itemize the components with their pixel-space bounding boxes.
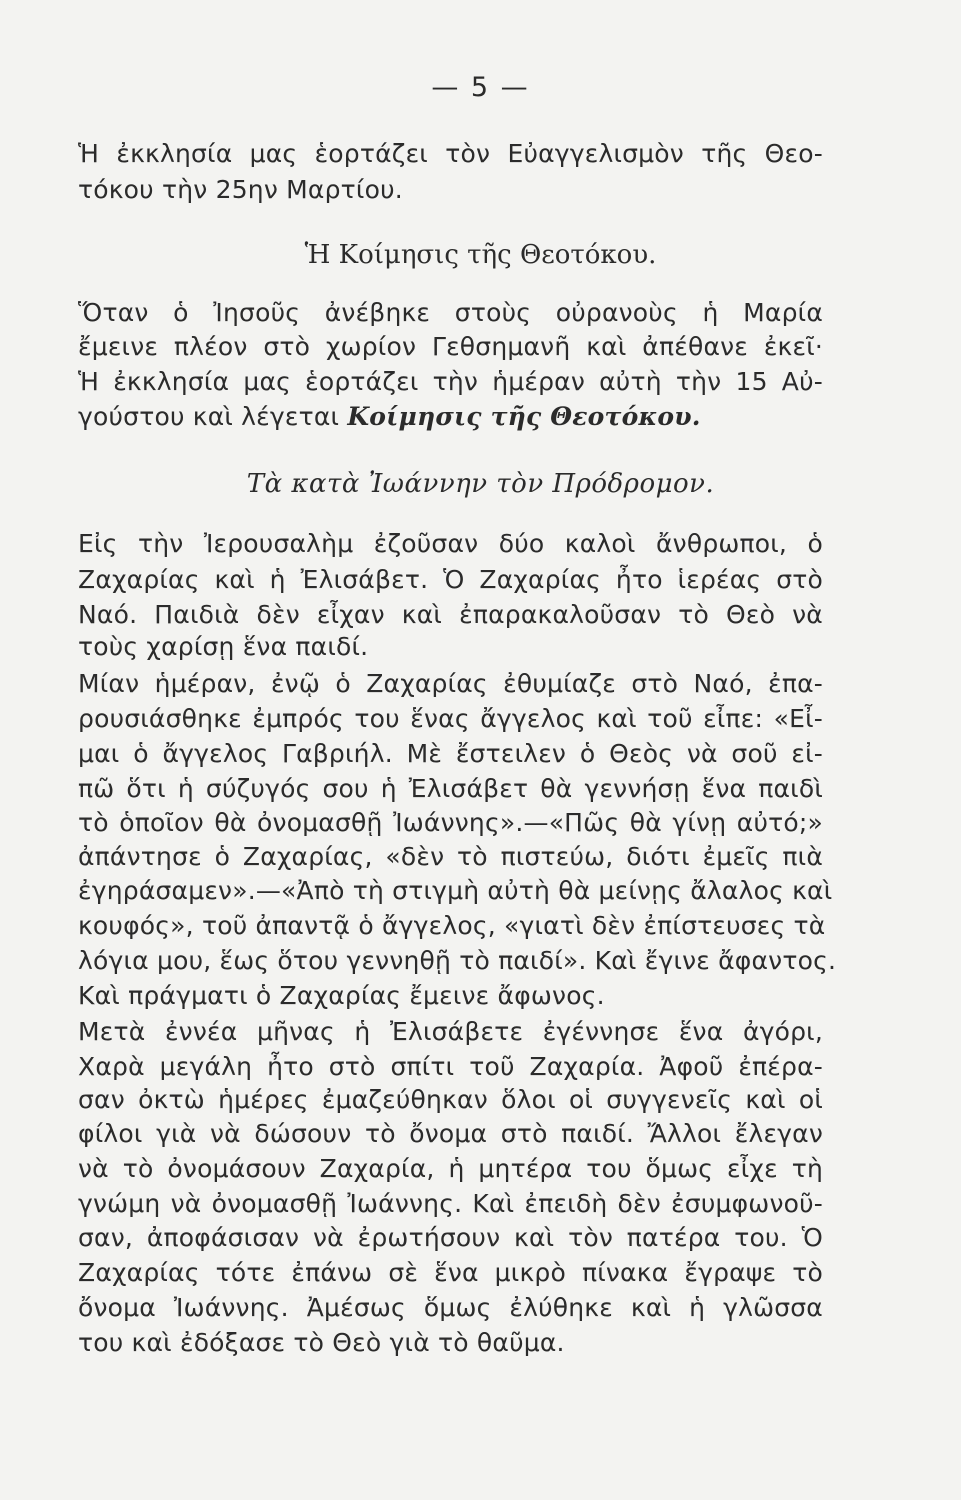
section-heading-koimisis: Ἡ Κοίμησις τῆς Θεοτόκου.	[304, 240, 657, 270]
text-line: τόκου τὴν 25ην Μαρτίου.	[78, 175, 403, 204]
text-line: Ὅταν ὁ Ἰησοῦς ἀνέβηκε στοὺς οὐρανοὺς ἡ Μαρία	[78, 298, 823, 327]
text-line: Ζαχαρίας τότε ἐπάνω σὲ ἕνα μικρὸ πίνακα ἔγραψε τὸ	[78, 1258, 823, 1287]
text-line: νὰ τὸ ὀνομάσουν Ζαχαρία, ἡ μητέρα του ὅμως εἶχε τὴ	[78, 1154, 823, 1183]
text-line: Καὶ πράγματι ὁ Ζαχαρίας ἔμεινε ἄφωνος.	[78, 981, 605, 1010]
text-line: ὄνομα Ἰωάννης. Ἀμέσως ὅμως ἐλύθηκε καὶ ἡ γλῶσσα	[78, 1293, 823, 1322]
text-line: Χαρὰ μεγάλη ἦτο στὸ σπίτι τοῦ Ζαχαρία. Ἀφοῦ ἐπέρα-	[78, 1052, 823, 1081]
text-fragment: γούστου καὶ λέγεται	[78, 402, 340, 431]
text-line: φίλοι γιὰ νὰ δώσουν τὸ ὄνομα στὸ παιδί. Ἄλλοι ἔλεγαν	[78, 1119, 823, 1148]
text-line: Ζαχαρίας καὶ ἡ Ἐλισάβετ. Ὁ Ζαχαρίας ἦτο ἱερέας στὸ	[78, 565, 823, 594]
text-line: τοὺς χαρίσῃ ἕνα παιδί.	[78, 632, 369, 661]
emphasized-text: Κοίμησις τῆς Θεοτόκου.	[347, 402, 701, 431]
page-number: — 5 —	[431, 72, 530, 103]
text-line	[78, 400, 823, 434]
text-line: μαι ὁ ἄγγελος Γαβριήλ. Μὲ ἔστειλεν ὁ Θεὸς νὰ σοῦ εἰ-	[78, 739, 823, 768]
text-line: Ἡ ἐκκλησία μας ἑορτάζει τὴν ἡμέραν αὐτὴ τὴν 15 Αὐ-	[78, 367, 823, 396]
text-line: ἔμεινε πλέον στὸ χωρίον Γεθσημανῆ καὶ ἀπέθανε ἐκεῖ·	[78, 332, 823, 361]
text-line: λόγια μου, ἕως ὅτου γεννηθῇ τὸ παιδί». Καὶ ἔγινε ἄφαντος.	[78, 946, 837, 975]
text-line: Εἰς τὴν Ἰερουσαλὴμ ἐζοῦσαν δύο καλοὶ ἄνθρωποι, ὁ	[78, 529, 823, 558]
text-line: τὸ ὁποῖον θὰ ὀνομασθῇ Ἰωάννης».—«Πῶς θὰ γίνῃ αὐτό;»	[78, 808, 823, 837]
text-line: Μίαν ἡμέραν, ἐνῷ ὁ Ζαχαρίας ἐθυμίαζε στὸ Ναό, ἐπα-	[78, 669, 823, 698]
text-line: ἐγηράσαμεν».—«Ἀπὸ τὴ στιγμὴ αὐτὴ θὰ μείνῃς ἄλαλος καὶ	[78, 876, 833, 905]
text-line: Μετὰ ἐννέα μῆνας ἡ Ἐλισάβετε ἐγέννησε ἕνα ἀγόρι,	[78, 1017, 823, 1046]
text-line: σαν, ἀποφάσισαν νὰ ἐρωτήσουν καὶ τὸν πατέρα του. Ὁ	[78, 1223, 823, 1252]
text-line: κουφός», τοῦ ἀπαντᾷ ὁ ἄγγελος, «γιατὶ δὲν ἐπίστευσες τὰ	[78, 911, 826, 940]
text-line: σαν ὀκτὼ ἡμέρες ἐμαζεύθηκαν ὅλοι οἱ συγγενεῖς καὶ οἱ	[78, 1085, 823, 1114]
section-heading-prodromos: Τὰ κατὰ Ἰωάννην τὸν Πρόδρομον.	[246, 469, 715, 499]
text-line: πῶ ὅτι ἡ σύζυγός σου ἡ Ἐλισάβετ θὰ γεννήσῃ ἕνα παιδὶ	[78, 774, 823, 803]
text-line: Ναό. Παιδιὰ δὲν εἶχαν καὶ ἐπαρακαλοῦσαν τὸ Θεὸ νὰ	[78, 600, 823, 629]
text-line: Ἡ ἐκκλησία μας ἑορτάζει τὸν Εὐαγγελισμὸν τῆς Θεο-	[78, 139, 823, 168]
text-line: γνώμη νὰ ὀνομασθῇ Ἰωάννης. Καὶ ἐπειδὴ δὲν ἐσυμφωνοῦ-	[78, 1189, 823, 1218]
text-line: ἀπάντησε ὁ Ζαχαρίας, «δὲν τὸ πιστεύω, διότι ἐμεῖς πιὰ	[78, 842, 823, 871]
text-line: του καὶ ἐδόξασε τὸ Θεὸ γιὰ τὸ θαῦμα.	[78, 1328, 565, 1357]
text-line: ρουσιάσθηκε ἐμπρός του ἕνας ἄγγελος καὶ τοῦ εἶπε: «Εἶ-	[78, 704, 823, 733]
